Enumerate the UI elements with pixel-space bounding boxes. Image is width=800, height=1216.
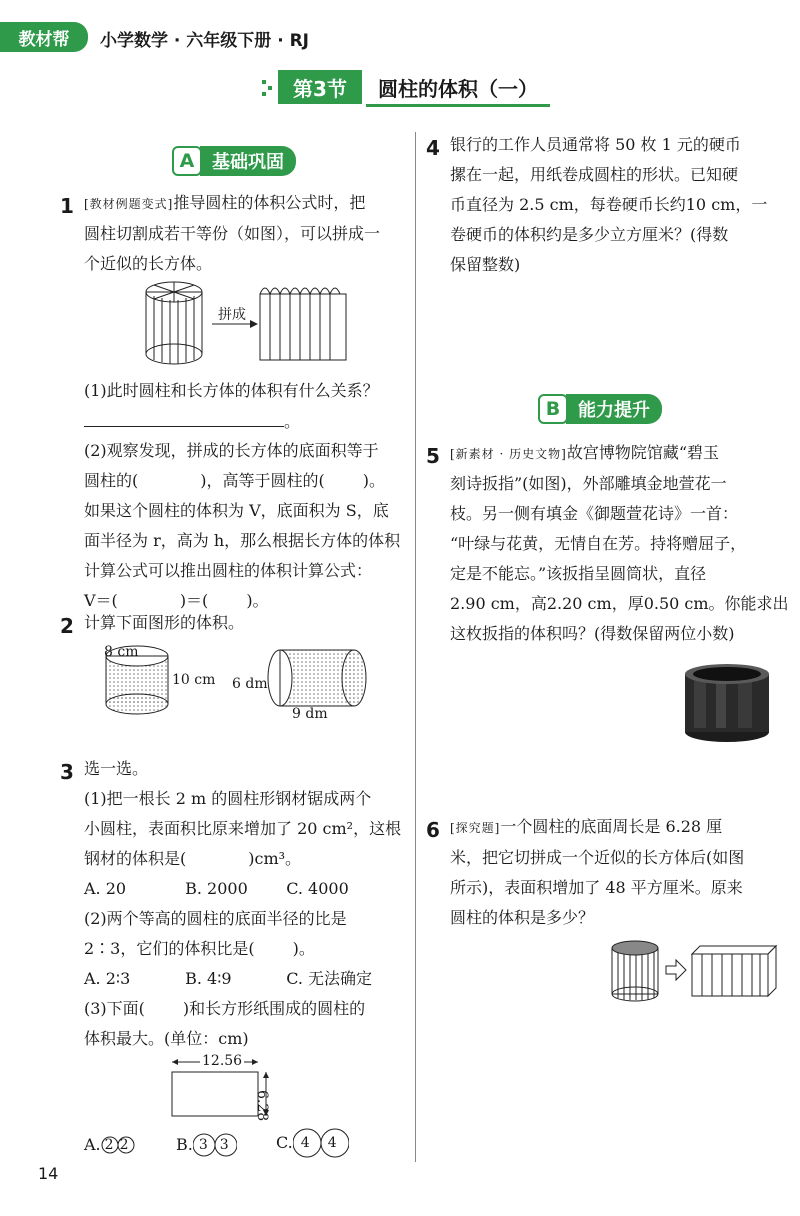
q3-s3-option-a[interactable]: A. 2 2 (84, 1130, 128, 1160)
q3-s1-option-c[interactable]: C. 4000 (286, 879, 349, 898)
q2-number: 2 (60, 614, 74, 638)
q3-s2-option-b[interactable]: B. 4∶9 (185, 969, 232, 988)
q2-text: 计算下面图形的体积。 (84, 613, 245, 632)
q3-s1-option-b[interactable]: B. 2000 (185, 879, 248, 898)
q3-s2-option-a[interactable]: A. 2∶3 (84, 969, 131, 988)
q6-prism (692, 946, 776, 996)
q6-arrow (666, 960, 686, 980)
q5-text: [新素材 · 历史文物]故宫博物院馆藏“碧玉 刻诗扳指”(如图)，外部雕填金地萱花一 枝。另一侧有填金《御题萱花诗》一首： “叶绿与花黄，无情自在芳。持将赠屈子， 定是不能忘。”该扳指呈圆筒状，直径 2.90 cm，高2.20 cm，厚0.50 cm。你能求出 这枚扳指的体积吗？(得数保留两位小数) (450, 443, 789, 643)
q2-c1-diameter: 8 cm (104, 644, 139, 660)
q2-c1-height: 10 cm (172, 672, 216, 688)
column-divider (415, 132, 416, 1162)
q2-cylinder-lying (268, 650, 366, 706)
q3-s1-option-a[interactable]: A. 20 (84, 879, 127, 898)
section-a-title: 基础巩固 (200, 146, 296, 176)
q5-tag: [新素材 · 历史文物] (450, 447, 567, 461)
q3-s3-option-c[interactable]: C. 4 4 (276, 1128, 337, 1158)
q3-text: 选一选。 (84, 759, 149, 778)
q6-figure (610, 940, 780, 1006)
q4-number: 4 (426, 136, 440, 160)
q1-figure (140, 280, 360, 374)
q6-number: 6 (426, 818, 440, 842)
q1-tag: [教材例题变式] (84, 197, 174, 211)
section-number: 第3节 (278, 70, 362, 104)
q1-answer-line[interactable] (84, 406, 284, 427)
q3-number: 3 (60, 760, 74, 784)
section-b-header (538, 394, 662, 424)
q4-text: 银行的工作人员通常将 50 枚 1 元的硬币 摞在一起，用纸卷成圆柱的形状。已知硬 币直径为 2.5 cm，每卷硬币长约10 cm，一 卷硬币的体积约是多少立方厘米？(得数 保留整数) (450, 135, 768, 274)
section-b-letter: B (538, 394, 568, 424)
q1-stem: [教材例题变式]推导圆柱的体积公式时，把 圆柱切割成若干等份（如图），可以拼成一 个近似的长方体。 (84, 193, 381, 273)
q1-fig-label: 拼成 (218, 307, 246, 323)
q3-rect-width: 12.56 (202, 1053, 243, 1069)
q1-number: 1 (60, 194, 74, 218)
q1-prism (260, 288, 346, 360)
section-dots (262, 78, 274, 98)
section-a-letter: A (172, 146, 202, 176)
q3-sub1: (1)把一根长 2 m 的圆柱形钢材锯成两个 小圆柱，表面积比原来增加了 20 cm²，这根 钢材的体积是( )cm³。 A. 20 B. 2000 C. 4000 (2)两个等高的圆柱的底面半径的比是 2∶3，它们的体积比是( )。 A. 2∶3 B. 4∶9 C. 无法确定 (3)下面( )和长方形纸围成的圆柱的 体积最大。(单位：cm) (84, 789, 402, 1048)
page-number: 14 (38, 1164, 59, 1183)
q2-c2-diameter: 6 dm (232, 676, 268, 692)
q1-sub1: (1)此时圆柱和长方体的体积有什么关系？ 。 (84, 381, 379, 431)
q5-number: 5 (426, 444, 440, 468)
section-a-header (172, 146, 296, 176)
q2-c2-length: 9 dm (292, 706, 328, 722)
q6-tag: [探究题] (450, 821, 501, 835)
q1-sub2: (2)观察发现，拼成的长方体的底面积等于 圆柱的( )，高等于圆柱的( )。 如果这个圆柱的体积为 V，底面积为 S，底 面半径为 r，高为 h，那么根据长方体的体积 计算公式可以推出圆柱的体积计算公式： V＝( )＝( )。 (84, 441, 401, 610)
section-b-title: 能力提升 (566, 394, 662, 424)
q3-s3-option-b[interactable]: B. 3 3 (176, 1130, 229, 1160)
section-title: 圆柱的体积（一） (366, 70, 550, 107)
book-title: 小学数学 · 六年级下册 · RJ (100, 31, 310, 51)
q1-cylinder (146, 282, 202, 364)
brand-tag: 教材帮 (0, 22, 88, 52)
q3-rect-height: 6.28 (254, 1090, 270, 1122)
jade-ring-image (682, 662, 772, 748)
q6-text: [探究题]一个圆柱的底面周长是 6.28 厘 米，把它切拼成一个近似的长方体后(如图 所示)，表面积增加了 48 平方厘米。原来 圆柱的体积是多少？ (450, 817, 745, 927)
q3-s2-option-c[interactable]: C. 无法确定 (286, 969, 373, 988)
q6-cylinder (612, 941, 658, 1001)
